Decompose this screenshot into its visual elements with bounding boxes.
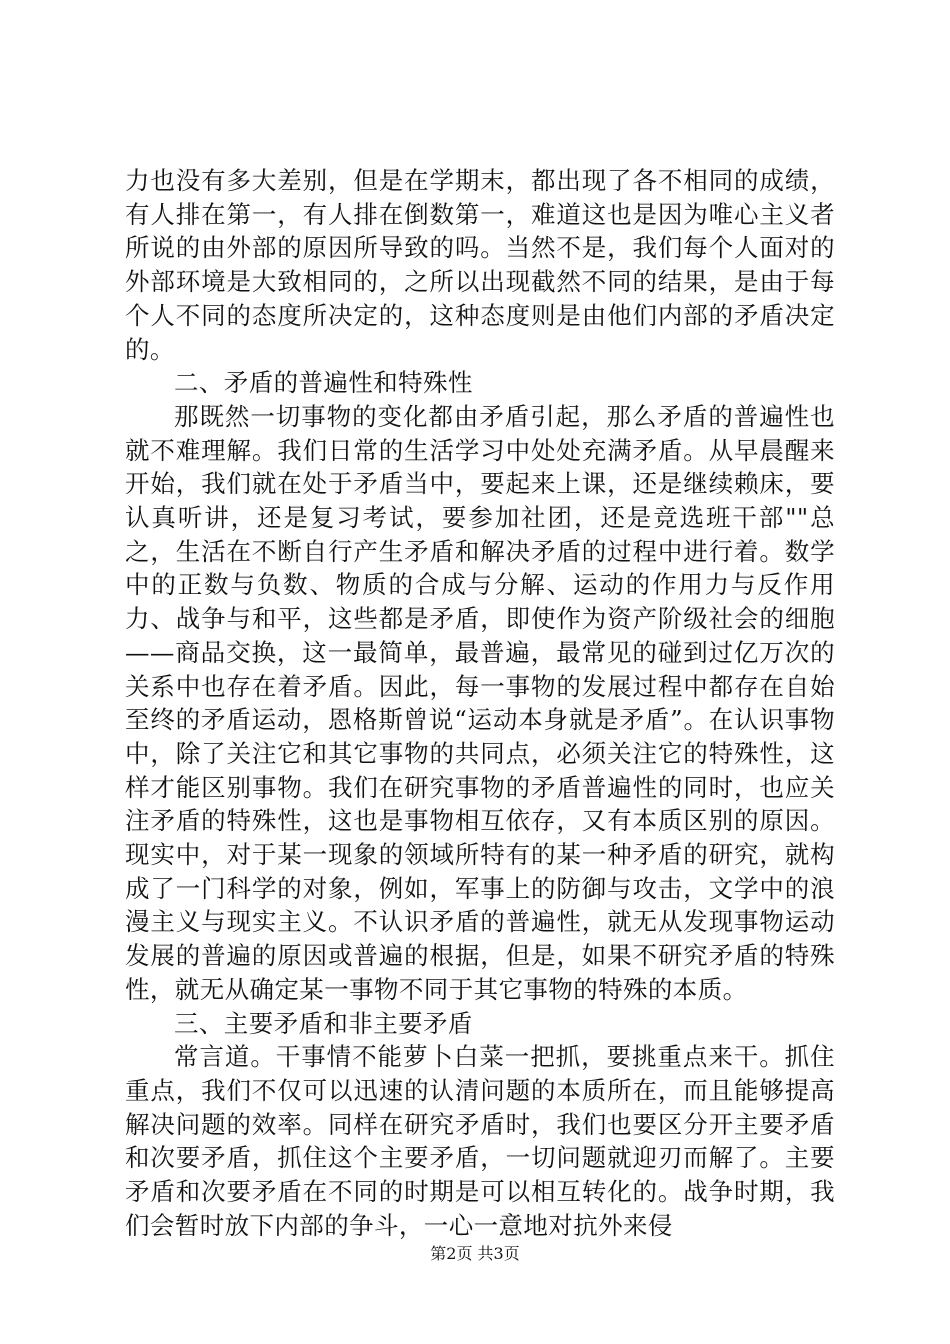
section-heading-principal-contradiction: 三、主要矛盾和非主要矛盾 [174,1008,473,1038]
document-body [125,164,835,1243]
section-heading-universality: 二、矛盾的普遍性和特殊性 [174,368,473,398]
paragraph-universality: 那既然一切事物的变化都由矛盾引起，那么矛盾的普遍性也就不难理解。我们日常的生活学习中处处充满矛盾。从早晨醒来开始，我们就在处于矛盾当中，要起来上课，还是继续赖床，要认真听讲，还是复习考试，要参加社团，还是竞选班干部""总之，生活在不断自行产生矛盾和解决矛盾的过程中进行着。数学中的正数与负数、物质的合成与分解、运动的作用力与反作用力、战争与和平，这些都是矛盾，即使作为资产阶级社会的细胞——商品交换，这一最简单，最普遍，最常见的碰到过亿万次的关系中也存在着矛盾。因此，每一事物的发展过程中都存在自始至终的矛盾运动，恩格斯曾说“运动本身就是矛盾”。在认识事物中，除了关注它和其它事物的共同点，必须关注它的特殊性，这样才能区别事物。我们在研究事物的矛盾普遍性的同时，也应关注矛盾的特殊性，这也是事物相互依存，又有本质区别的原因。现实中，对于某一现象的领域所特有的某一种矛盾的研究，就构成了一门科学的对象，例如，军事上的防御与攻击，文学中的浪漫主义与现实主义。不认识矛盾的普遍性，就无从发现事物运动发展的普遍的原因或普遍的根据，但是，如果不研究矛盾的特殊性，就无从确定某一事物不同于其它事物的特殊的本质。 [125,401,835,1004]
paragraph-principal-contradiction: 常言道。干事情不能萝卜白菜一把抓，要挑重点来干。抓住重点，我们不仅可以迅速的认清问题的本质所在，而且能够提高解决问题的效率。同样在研究矛盾时，我们也要区分开主要矛盾和次要矛盾，抓住这个主要矛盾，一切问题就迎刃而解了。主要矛盾和次要矛盾在不同的时期是可以相互转化的。战争时期，我们会暂时放下内部的争斗，一心一意地对抗外来侵 [125,1042,835,1240]
page-footer: 第2页 共3页 [430,1244,520,1263]
paragraph-continuation: 力也没有多大差别，但是在学期末，都出现了各不相同的成绩，有人排在第一，有人排在倒数第一，难道这也是因为唯心主义者所说的由外部的原因所导致的吗。当然不是，我们每个人面对的外部环境是大致相同的，之所以出现截然不同的结果，是由于每个人不同的态度所决定的，这种态度则是由他们内部的矛盾决定的。 [125,166,835,364]
